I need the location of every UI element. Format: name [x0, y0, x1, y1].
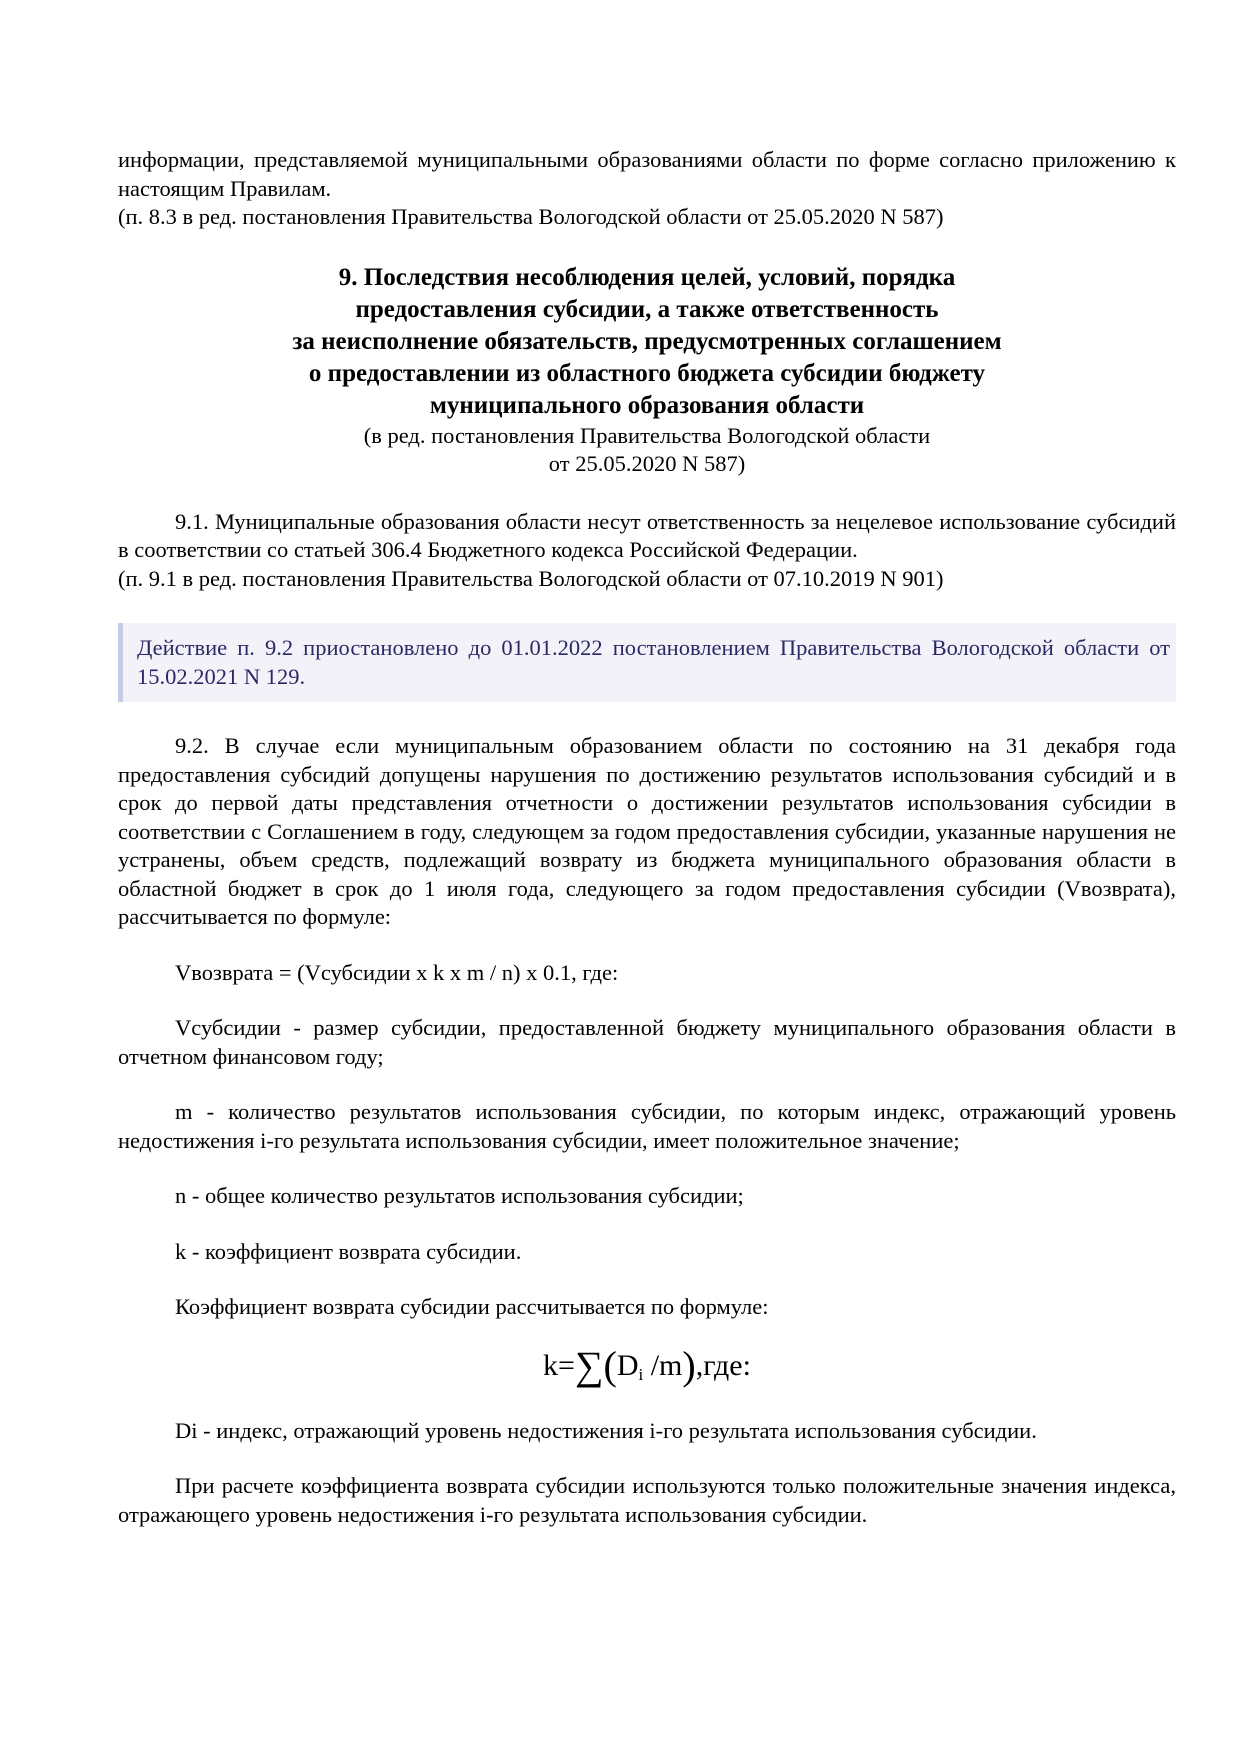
- suspension-notice: [118, 623, 1176, 702]
- section-heading-line: о предоставлении из областного бюджета субсидии бюджету: [308, 359, 986, 387]
- paragraph-9-2: 9.2. В случае если муниципальным образованием области по состоянию на 31 декабря года предоставления субсидий допущены нарушения по достижению результатов использования субсидий и в срок до первой даты представления отчетности о достижении результатов использования субсидии в соответствии с Соглашением в году, следующем за годом предоставления субсидии, указанные нарушения не устранены, объем средств, подлежащий возврату из бюджета муниципального образования области в областной бюджет в срок до 1 июля года, следующего за годом предоставления субсидии (Vвозврата), рассчитывается по формуле:: [118, 733, 1176, 929]
- section-heading-amendment-line: (в ред. постановления Правительства Вологодской области: [363, 422, 931, 448]
- formula-d: D: [616, 1348, 639, 1382]
- section-heading-amendment-line: от 25.05.2020 N 587): [548, 450, 746, 476]
- formula-open-paren: (: [603, 1342, 617, 1388]
- final-paragraph: При расчете коэффициента возврата субсидии используются только положительные значения индекса, отражающего уровень недостижения i-го результата использования субсидии.: [118, 1473, 1176, 1527]
- suspension-notice-text: Действие п. 9.2 приостановлено до 01.01.2022 постановлением Правительства Вологодской области от 15.02.2021 N 129.: [137, 635, 1170, 689]
- formula-subscript-i: i: [638, 1364, 644, 1384]
- sigma-symbol: ∑: [574, 1342, 604, 1388]
- section-heading-amendment: [118, 422, 1176, 478]
- intro-amendment-note: (п. 8.3 в ред. постановления Правительства Вологодской области от 25.05.2020 N 587): [118, 204, 944, 229]
- formula-v-return: Vвозврата = (Vсубсидии x k x m / n) x 0.1, где:: [175, 959, 619, 985]
- k-formula-intro: Коэффициент возврата субсидии рассчитывается по формуле:: [175, 1294, 769, 1319]
- definition-v-subsidy: Vсубсидии - размер субсидии, предоставленной бюджету муниципального образования области в отчетном финансовом году;: [118, 1015, 1176, 1069]
- definition-k: k - коэффициент возврата субсидии.: [175, 1238, 522, 1264]
- paragraph-9-1: 9.1. Муниципальные образования области несут ответственность за нецелевое использование субсидий в соответствии со статьей 306.4 Бюджетного кодекса Российской Федерации.: [118, 508, 1176, 562]
- section-heading-line: предоставления субсидии, а также ответственность: [355, 295, 939, 323]
- formula-divide-m: /m: [643, 1348, 683, 1382]
- definition-n: n - общее количество результатов использования субсидии;: [175, 1183, 744, 1208]
- definition-di: Di - индекс, отражающий уровень недостижения i-го результата использования субсидии.: [175, 1417, 1037, 1443]
- section-heading: [118, 262, 1176, 422]
- formula-k: [118, 1344, 1176, 1397]
- formula-k-lhs: k=: [543, 1348, 575, 1382]
- section-heading-line: за неисполнение обязательств, предусмотренных соглашением: [292, 327, 1002, 355]
- definition-m: m - количество результатов использования субсидии, по которым индекс, отражающий уровень недостижения i-го результата использования субсидии, имеет положительное значение;: [118, 1099, 1176, 1153]
- intro-paragraph: информации, представляемой муниципальными образованиями области по форме согласно приложению к настоящим Правилам.: [118, 147, 1176, 201]
- paragraph-9-1-amendment: (п. 9.1 в ред. постановления Правительства Вологодской области от 07.10.2019 N 901): [118, 565, 944, 591]
- formula-close-paren: ): [682, 1342, 696, 1388]
- section-heading-line: 9. Последствия несоблюдения целей, условий, порядка: [338, 263, 956, 291]
- section-heading-line: муниципального образования области: [429, 391, 865, 419]
- document-page: [118, 146, 1176, 1529]
- formula-tail: ,где:: [695, 1348, 751, 1382]
